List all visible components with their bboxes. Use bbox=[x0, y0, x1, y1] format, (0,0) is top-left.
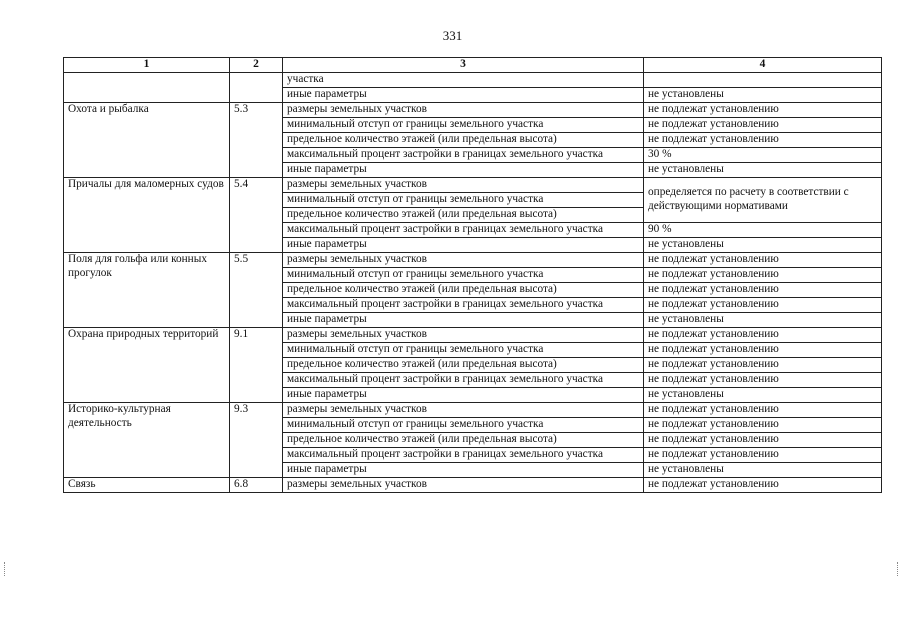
use-name-cell: Историко-культурная деятельность bbox=[64, 403, 230, 478]
param-cell: иные параметры bbox=[283, 313, 644, 328]
use-code-cell: 9.1 bbox=[230, 328, 283, 403]
param-cell: размеры земельных участков bbox=[283, 103, 644, 118]
param-cell: максимальный процент застройки в границах земельного участка bbox=[283, 148, 644, 163]
value-cell: не подлежат установлению bbox=[644, 133, 882, 148]
value-cell: не подлежат установлению bbox=[644, 103, 882, 118]
page-number: 331 bbox=[442, 28, 463, 43]
value-cell: не подлежат установлению bbox=[644, 283, 882, 298]
use-name-cell bbox=[64, 73, 230, 103]
param-cell: максимальный процент застройки в границах земельного участка bbox=[283, 448, 644, 463]
column-header: 3 bbox=[283, 58, 644, 73]
value-cell: не установлены bbox=[644, 163, 882, 178]
value-cell: не подлежат установлению bbox=[644, 268, 882, 283]
param-cell: иные параметры bbox=[283, 238, 644, 253]
param-cell: максимальный процент застройки в границах земельного участка bbox=[283, 373, 644, 388]
use-name-cell: Поля для гольфа или конных прогулок bbox=[64, 253, 230, 328]
param-cell: иные параметры bbox=[283, 388, 644, 403]
param-cell: размеры земельных участков bbox=[283, 178, 644, 193]
value-cell: не подлежат установлению bbox=[644, 343, 882, 358]
param-cell: размеры земельных участков bbox=[283, 403, 644, 418]
param-cell: минимальный отступ от границы земельного участка bbox=[283, 118, 644, 133]
param-cell: предельное количество этажей (или предельная высота) bbox=[283, 283, 644, 298]
value-cell: не установлены bbox=[644, 463, 882, 478]
table-row bbox=[64, 403, 882, 418]
use-code-cell bbox=[230, 73, 283, 103]
column-header: 4 bbox=[644, 58, 882, 73]
param-cell: иные параметры bbox=[283, 88, 644, 103]
use-code-cell: 5.4 bbox=[230, 178, 283, 253]
param-cell: размеры земельных участков bbox=[283, 253, 644, 268]
value-cell: не установлены bbox=[644, 238, 882, 253]
value-cell: не подлежат установлению bbox=[644, 328, 882, 343]
use-code-cell: 6.8 bbox=[230, 478, 283, 493]
value-cell: не установлены bbox=[644, 388, 882, 403]
param-cell: минимальный отступ от границы земельного участка bbox=[283, 418, 644, 433]
value-cell: 90 % bbox=[644, 223, 882, 238]
param-cell: максимальный процент застройки в границах земельного участка bbox=[283, 223, 644, 238]
table-row bbox=[64, 103, 882, 118]
zoning-parameters-table bbox=[63, 57, 882, 493]
param-cell: размеры земельных участков bbox=[283, 478, 644, 493]
value-cell: не подлежат установлению bbox=[644, 418, 882, 433]
value-cell: не подлежат установлению bbox=[644, 403, 882, 418]
param-cell: минимальный отступ от границы земельного участка bbox=[283, 268, 644, 283]
column-header: 2 bbox=[230, 58, 283, 73]
use-code-cell: 5.3 bbox=[230, 103, 283, 178]
value-cell: не подлежат установлению bbox=[644, 448, 882, 463]
value-cell: не подлежат установлению bbox=[644, 433, 882, 448]
param-cell: минимальный отступ от границы земельного участка bbox=[283, 193, 644, 208]
param-cell: размеры земельных участков bbox=[283, 328, 644, 343]
column-header: 1 bbox=[64, 58, 230, 73]
param-cell: иные параметры bbox=[283, 463, 644, 478]
use-name-cell: Связь bbox=[64, 478, 230, 493]
use-code-cell: 9.3 bbox=[230, 403, 283, 478]
table-row bbox=[64, 73, 882, 88]
use-name-cell: Охота и рыбалка bbox=[64, 103, 230, 178]
value-cell: не подлежат установлению bbox=[644, 298, 882, 313]
param-cell: участка bbox=[283, 73, 644, 88]
use-name-cell: Причалы для маломерных судов bbox=[64, 178, 230, 253]
table-row bbox=[64, 328, 882, 343]
value-cell: не установлены bbox=[644, 88, 882, 103]
value-cell: не подлежат установлению bbox=[644, 358, 882, 373]
param-cell: предельное количество этажей (или предельная высота) bbox=[283, 208, 644, 223]
header-row bbox=[64, 58, 882, 73]
param-cell: минимальный отступ от границы земельного участка bbox=[283, 343, 644, 358]
merged-value-cell: определяется по расчету в соответствии с действующими нормативами bbox=[644, 178, 882, 223]
value-cell: не подлежат установлению bbox=[644, 373, 882, 388]
value-cell: не подлежат установлению bbox=[644, 478, 882, 493]
use-code-cell: 5.5 bbox=[230, 253, 283, 328]
param-cell: иные параметры bbox=[283, 163, 644, 178]
param-cell: предельное количество этажей (или предельная высота) bbox=[283, 358, 644, 373]
param-cell: предельное количество этажей (или предельная высота) bbox=[283, 133, 644, 148]
table-row bbox=[64, 178, 882, 193]
table-row bbox=[64, 253, 882, 268]
value-cell: 30 % bbox=[644, 148, 882, 163]
param-cell: максимальный процент застройки в границах земельного участка bbox=[283, 298, 644, 313]
value-cell: не установлены bbox=[644, 313, 882, 328]
value-cell: не подлежат установлению bbox=[644, 253, 882, 268]
param-cell: предельное количество этажей (или предельная высота) bbox=[283, 433, 644, 448]
value-cell: не подлежат установлению bbox=[644, 118, 882, 133]
use-name-cell: Охрана природных территорий bbox=[64, 328, 230, 403]
scan-margin-mark bbox=[4, 562, 8, 576]
table-row bbox=[64, 478, 882, 493]
value-cell bbox=[644, 73, 882, 88]
scan-margin-mark bbox=[897, 562, 901, 576]
